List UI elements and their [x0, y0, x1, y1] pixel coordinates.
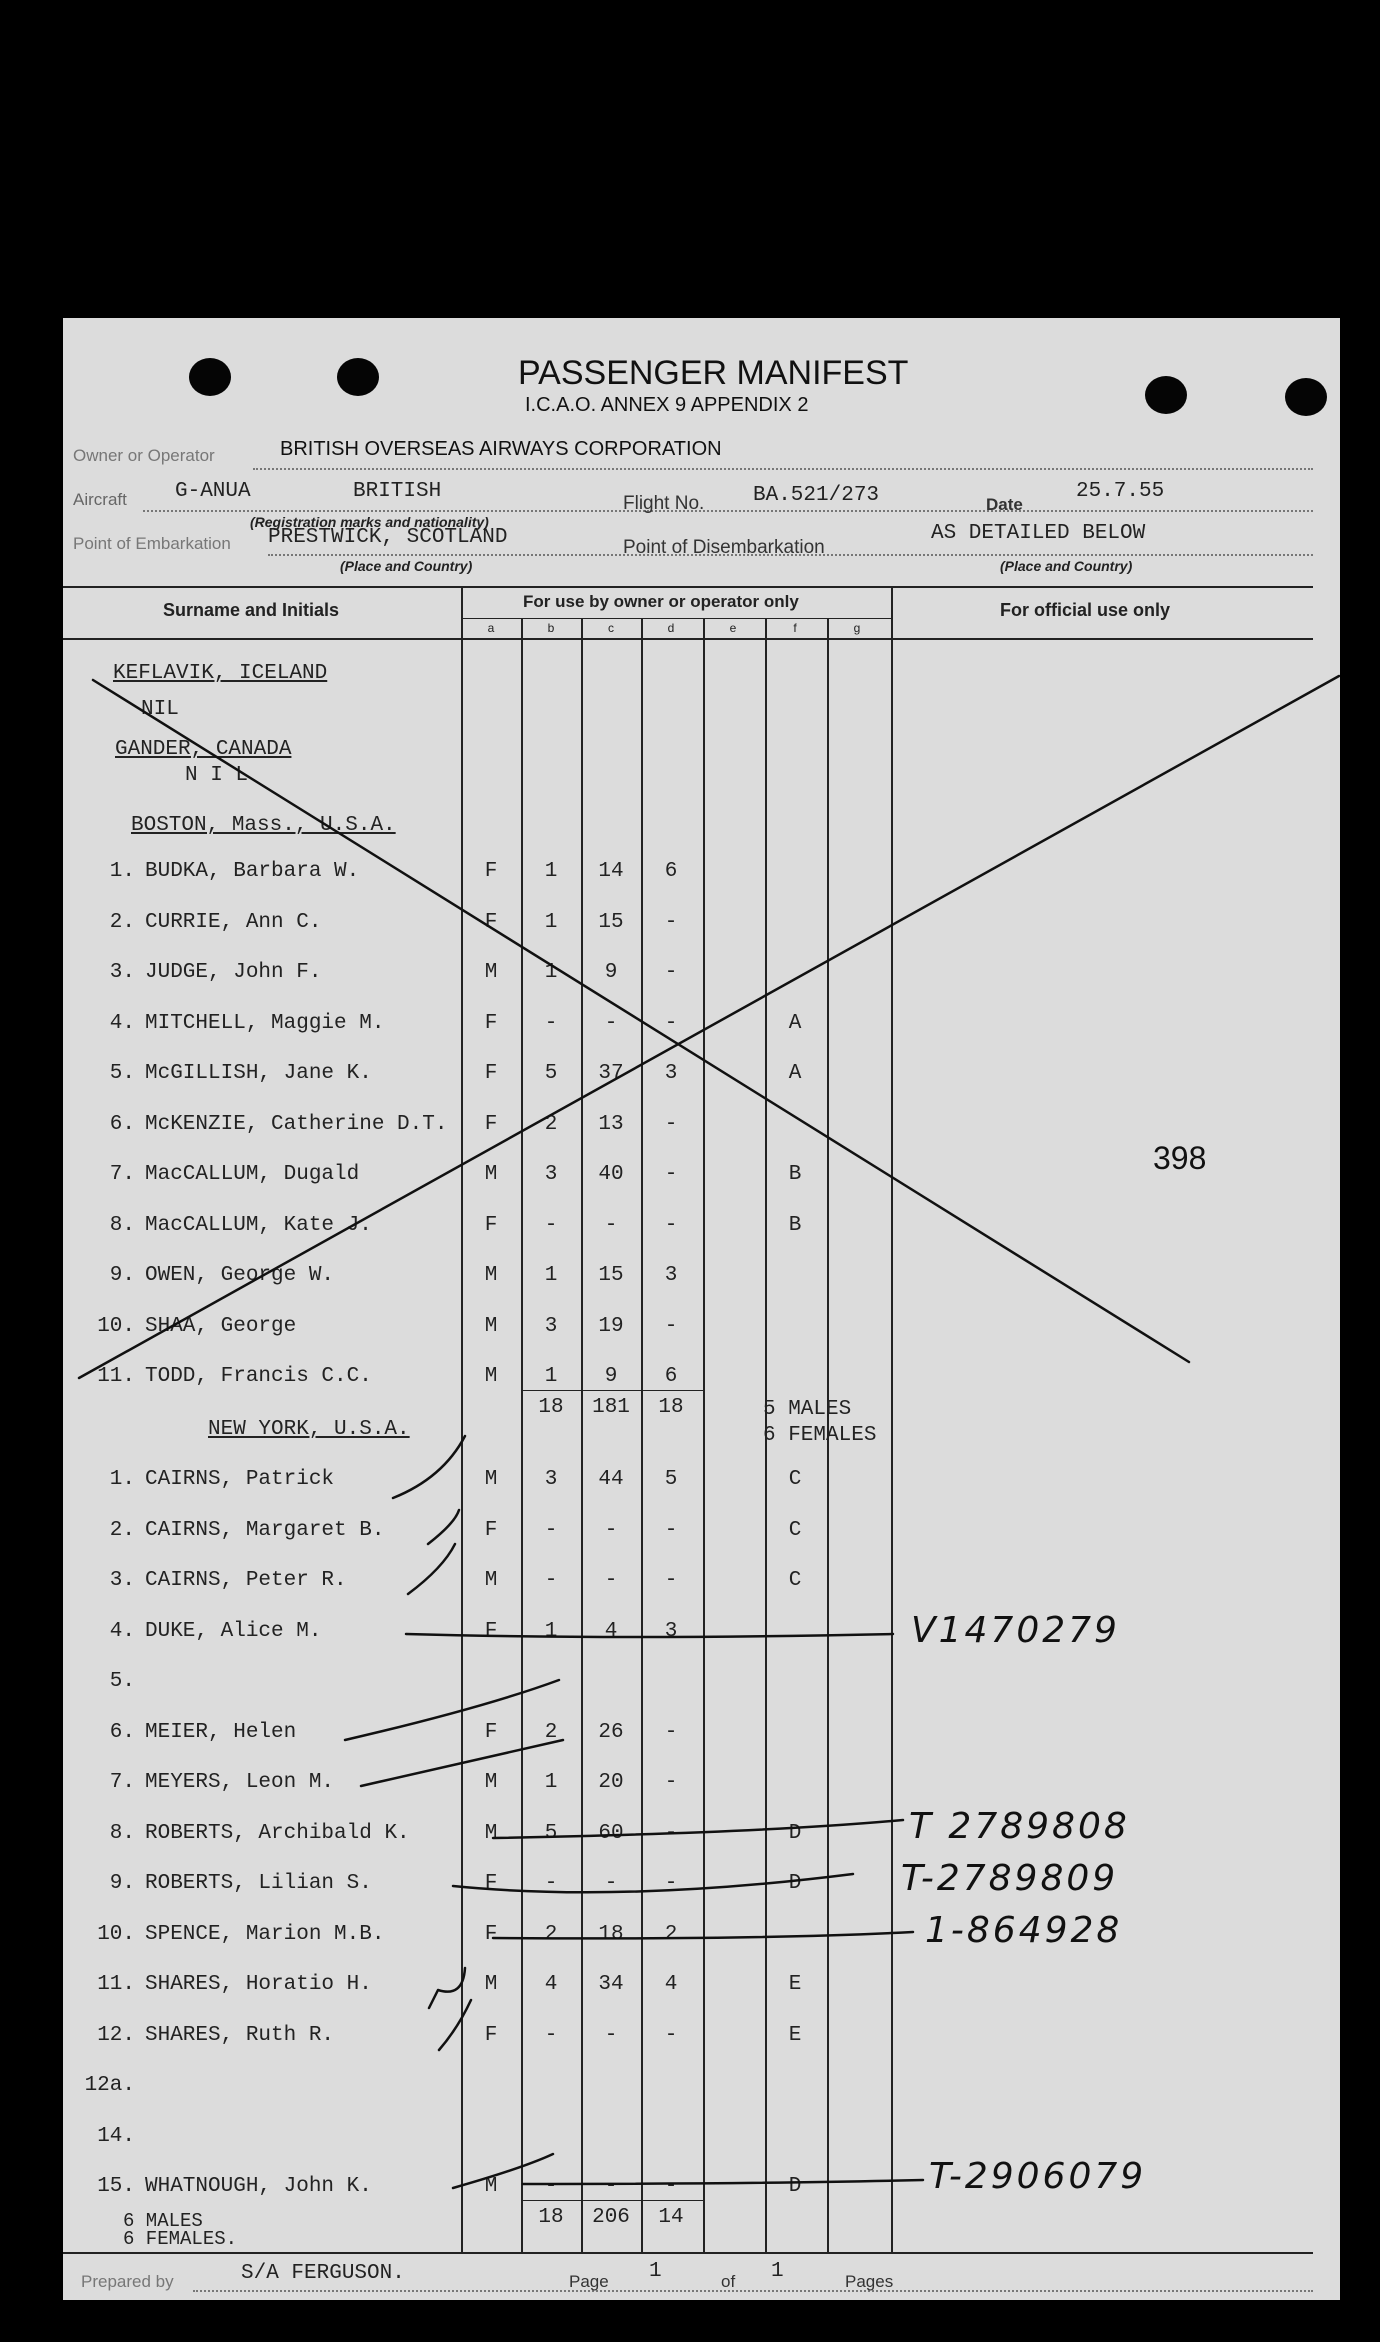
- cell-sex: F: [484, 910, 498, 934]
- embarkation-label: Point of Embarkation: [73, 534, 231, 553]
- aircraft-nationality: BRITISH: [353, 480, 442, 503]
- row-number: 3.: [109, 1569, 135, 1592]
- page-value: 1: [649, 2260, 662, 2283]
- cell-d: -: [664, 1872, 678, 1895]
- cell-f: C: [788, 1569, 802, 1592]
- cell-c: 18: [598, 1922, 624, 1946]
- passenger-name: MEIER, Helen: [145, 1720, 297, 1744]
- row-number: 4.: [109, 1011, 135, 1035]
- row-number: 4.: [109, 1619, 135, 1643]
- cell-sex: F: [484, 1112, 498, 1136]
- row-number: 2.: [109, 910, 135, 934]
- ny-total-d: 14: [658, 2206, 684, 2229]
- cell-b: -: [544, 2175, 558, 2198]
- section-newyork: NEW YORK, U.S.A.: [208, 1418, 410, 1441]
- ny-total-females: 6 FEMALES.: [123, 2228, 238, 2250]
- cell-d: 4: [664, 1973, 678, 1996]
- row-number: 10.: [97, 1314, 135, 1338]
- row-number: 10.: [97, 1922, 135, 1946]
- cell-sex: F: [484, 1720, 498, 1744]
- passenger-name: ROBERTS, Lilian S.: [145, 1872, 372, 1895]
- cell-b: 1: [544, 961, 558, 984]
- strike-line: [406, 1634, 893, 1637]
- row-number: 9.: [109, 1264, 135, 1287]
- total-males: 5 MALES: [763, 1398, 852, 1421]
- cell-c: 26: [598, 1720, 624, 1744]
- cell-b: 1: [544, 910, 558, 934]
- passenger-name: JUDGE, John F.: [145, 961, 322, 984]
- cell-f: A: [788, 1011, 802, 1035]
- passenger-name: TODD, Francis C.C.: [145, 1365, 372, 1388]
- passenger-name: ROBERTS, Archibald K.: [145, 1821, 410, 1845]
- strike-line: [361, 1740, 563, 1786]
- cell-d: -: [664, 961, 678, 984]
- passenger-name: SPENCE, Marion M.B.: [145, 1922, 385, 1946]
- passenger-name: MEYERS, Leon M.: [145, 1771, 335, 1794]
- row-number: 3.: [109, 961, 135, 984]
- prepared-label: Prepared by: [81, 2272, 174, 2291]
- cell-d: -: [664, 1771, 678, 1794]
- cell-f: D: [788, 1821, 802, 1845]
- row-number: 5.: [109, 1670, 135, 1693]
- cell-d: 3: [664, 1619, 678, 1643]
- cell-c: 40: [598, 1163, 624, 1186]
- cell-f: E: [788, 1973, 802, 1996]
- ny-total-c: 206: [592, 2206, 630, 2229]
- row-number: 14.: [97, 2124, 135, 2148]
- cell-c: 15: [598, 910, 624, 934]
- cell-sex: M: [484, 1973, 498, 1996]
- date-label: Date: [986, 495, 1023, 514]
- strike-line: [493, 1820, 903, 1838]
- cell-f: C: [788, 1518, 802, 1542]
- passenger-name: SHARES, Ruth R.: [145, 2023, 335, 2047]
- cell-c: 37: [598, 1062, 624, 1085]
- cell-sex: F: [484, 1872, 498, 1895]
- cell-c: 13: [598, 1112, 624, 1136]
- page-title: PASSENGER MANIFEST: [518, 354, 909, 392]
- cell-d: 2: [664, 1922, 678, 1946]
- cell-d: 6: [664, 1365, 678, 1388]
- row-number: 15.: [97, 2175, 135, 2198]
- cell-c: -: [604, 1011, 618, 1035]
- passenger-name: CAIRNS, Peter R.: [145, 1569, 347, 1592]
- tick-mark: [408, 1544, 455, 1594]
- cell-d: -: [664, 1314, 678, 1338]
- pages-label: Pages: [845, 2272, 894, 2291]
- row-number: 7.: [109, 1163, 135, 1186]
- row-number: 9.: [109, 1872, 135, 1895]
- cell-b: 2: [544, 1922, 558, 1946]
- strike-line: [453, 1874, 853, 1892]
- col-header-g: g: [853, 621, 861, 635]
- cell-sex: F: [484, 860, 498, 883]
- cell-b: 4: [544, 1973, 558, 1996]
- row-number: 11.: [97, 1973, 135, 1996]
- cell-c: -: [604, 2023, 618, 2047]
- cell-c: -: [604, 1518, 618, 1542]
- col-header-f: f: [793, 621, 797, 635]
- cell-d: -: [664, 2175, 678, 2198]
- cell-sex: M: [484, 961, 498, 984]
- cell-b: -: [544, 2023, 558, 2047]
- cell-b: 1: [544, 1771, 558, 1794]
- cell-sex: F: [484, 1619, 498, 1643]
- cell-sex: F: [484, 1011, 498, 1035]
- col-header-b: b: [547, 621, 555, 635]
- embarkation-value: PRESTWICK, SCOTLAND: [268, 526, 508, 549]
- cell-b: 1: [544, 1365, 558, 1388]
- cell-b: 1: [544, 1619, 558, 1643]
- cell-b: 1: [544, 1264, 558, 1287]
- cell-sex: F: [484, 2023, 498, 2047]
- handwritten-note-whatnough: T-2906079: [929, 2156, 1147, 2197]
- cell-sex: M: [484, 1468, 498, 1491]
- passenger-name: CAIRNS, Margaret B.: [145, 1518, 385, 1542]
- cell-sex: F: [484, 1922, 498, 1946]
- page-label: Page: [569, 2272, 609, 2291]
- passenger-name: MITCHELL, Maggie M.: [145, 1011, 385, 1035]
- date-value: 25.7.55: [1076, 480, 1165, 503]
- row-number: 6.: [109, 1112, 135, 1136]
- tick-mark: [439, 2000, 471, 2050]
- cell-d: 6: [664, 860, 678, 883]
- section-keflavik-nil: NIL: [141, 698, 179, 721]
- section-gander: GANDER, CANADA: [115, 738, 292, 761]
- cell-b: 3: [544, 1468, 558, 1491]
- disembarkation-note: (Place and Country): [1000, 558, 1133, 574]
- cell-b: -: [544, 1213, 558, 1237]
- cell-c: 20: [598, 1771, 624, 1794]
- cell-sex: M: [484, 1314, 498, 1338]
- cell-d: -: [664, 1720, 678, 1744]
- passenger-name: WHATNOUGH, John K.: [145, 2175, 372, 2198]
- flight-label: Flight No.: [623, 493, 705, 514]
- row-number: 1.: [109, 860, 135, 883]
- owner-label: Owner or Operator: [73, 446, 215, 465]
- cell-c: 9: [604, 1365, 618, 1388]
- tick-mark: [393, 1436, 465, 1498]
- passenger-name: McGILLISH, Jane K.: [145, 1062, 372, 1085]
- cell-sex: M: [484, 2175, 498, 2198]
- cell-c: 4: [604, 1619, 618, 1643]
- cell-d: -: [664, 1821, 678, 1845]
- cell-d: -: [664, 1569, 678, 1592]
- cell-f: D: [788, 1872, 802, 1895]
- cell-sex: M: [484, 1569, 498, 1592]
- cell-b: 3: [544, 1163, 558, 1186]
- strike-cross-line: [79, 676, 1339, 1378]
- section-keflavik: KEFLAVIK, ICELAND: [113, 662, 328, 685]
- owner-use-header: For use by owner or operator only: [523, 592, 799, 611]
- col-header-c: c: [608, 621, 614, 635]
- ny-total-males: 6 MALES: [123, 2210, 203, 2232]
- tick-mark: [428, 1510, 459, 1544]
- cell-d: -: [664, 1518, 678, 1542]
- cell-c: 14: [598, 860, 624, 883]
- cell-f: B: [788, 1163, 802, 1186]
- cell-b: 1: [544, 860, 558, 883]
- cell-sex: M: [484, 1163, 498, 1186]
- cell-c: -: [604, 1872, 618, 1895]
- col-header-d: d: [667, 621, 675, 635]
- cell-d: -: [664, 1213, 678, 1237]
- tick-mark: [429, 1968, 465, 2008]
- cell-b: 5: [544, 1821, 558, 1845]
- passenger-name: CAIRNS, Patrick: [145, 1468, 335, 1491]
- cell-b: -: [544, 1569, 558, 1592]
- total-b: 18: [538, 1396, 564, 1419]
- total-c: 181: [592, 1396, 630, 1419]
- row-number: 5.: [109, 1062, 135, 1085]
- strike-line: [345, 1680, 559, 1740]
- surname-header: Surname and Initials: [163, 600, 340, 620]
- cell-b: 3: [544, 1314, 558, 1338]
- cell-sex: F: [484, 1213, 498, 1237]
- strike-line: [493, 1932, 913, 1938]
- passenger-name: CURRIE, Ann C.: [145, 910, 322, 934]
- cell-f: A: [788, 1062, 802, 1085]
- handwritten-note-roberts-a: T 2789808: [909, 1806, 1130, 1847]
- row-number: 11.: [97, 1365, 135, 1388]
- cell-f: C: [788, 1468, 802, 1491]
- cell-c: 34: [598, 1973, 624, 1996]
- registration-note: (Registration marks and nationality): [250, 514, 489, 530]
- cell-sex: M: [484, 1771, 498, 1794]
- section-boston: BOSTON, Mass., U.S.A.: [131, 814, 396, 837]
- cell-d: -: [664, 1163, 678, 1186]
- cell-d: -: [664, 2023, 678, 2047]
- strike-line: [523, 2180, 923, 2184]
- cell-c: 9: [604, 961, 618, 984]
- cell-c: -: [604, 2175, 618, 2198]
- handwritten-note-duke: V1470279: [911, 1610, 1120, 1651]
- row-number: 7.: [109, 1771, 135, 1794]
- passenger-name: MacCALLUM, Kate J.: [145, 1213, 372, 1237]
- cell-b: 2: [544, 1720, 558, 1744]
- row-number: 2.: [109, 1518, 135, 1542]
- passenger-name: BUDKA, Barbara W.: [145, 860, 360, 883]
- cell-f: B: [788, 1213, 802, 1237]
- cell-d: -: [664, 1011, 678, 1035]
- official-use-header: For official use only: [1000, 600, 1171, 620]
- cell-b: 5: [544, 1062, 558, 1085]
- flight-number: BA.521/273: [753, 484, 880, 507]
- strike-cross-line: [93, 680, 1189, 1362]
- cell-sex: F: [484, 1518, 498, 1542]
- cell-d: 3: [664, 1264, 678, 1287]
- handwritten-note-roberts-l: T-2789809: [901, 1858, 1119, 1899]
- row-number: 6.: [109, 1720, 135, 1744]
- cell-sex: M: [484, 1264, 498, 1287]
- page-subtitle: I.C.A.O. ANNEX 9 APPENDIX 2: [525, 394, 809, 416]
- cell-c: 15: [598, 1264, 624, 1287]
- cell-b: -: [544, 1872, 558, 1895]
- prepared-value: S/A FERGUSON.: [241, 2262, 405, 2285]
- of-label: of: [721, 2272, 736, 2291]
- cell-d: -: [664, 1112, 678, 1136]
- row-number: 12a.: [84, 2074, 135, 2097]
- passenger-name: DUKE, Alice M.: [145, 1619, 322, 1643]
- row-number: 1.: [109, 1468, 135, 1491]
- cell-f: D: [788, 2175, 802, 2198]
- cell-d: 5: [664, 1468, 678, 1491]
- passenger-name: OWEN, George W.: [145, 1264, 335, 1287]
- disembarkation-label: Point of Disembarkation: [623, 537, 825, 558]
- aircraft-label: Aircraft: [73, 490, 127, 509]
- total-females: 6 FEMALES: [763, 1424, 877, 1447]
- embarkation-note: (Place and Country): [340, 558, 473, 574]
- aircraft-registration: G-ANUA: [175, 480, 251, 503]
- row-number: 8.: [109, 1821, 135, 1845]
- section-gander-nil: N I L: [185, 764, 249, 787]
- manifest-document: [63, 318, 1340, 2300]
- cell-sex: M: [484, 1821, 498, 1845]
- official-stamp-number: 398: [1153, 1140, 1207, 1176]
- passenger-name: McKENZIE, Catherine D.T.: [145, 1112, 448, 1136]
- col-header-a: a: [487, 621, 495, 635]
- cell-d: 3: [664, 1062, 678, 1085]
- row-number: 8.: [109, 1213, 135, 1237]
- cell-c: 44: [598, 1468, 624, 1491]
- cell-d: -: [664, 910, 678, 934]
- of-value: 1: [771, 2260, 784, 2283]
- cell-c: -: [604, 1213, 618, 1237]
- cell-c: 60: [598, 1821, 624, 1845]
- handwritten-note-spence: 1-864928: [925, 1910, 1123, 1951]
- pen-markings: [63, 318, 1340, 2300]
- total-d: 18: [658, 1396, 684, 1419]
- cell-b: -: [544, 1518, 558, 1542]
- cell-b: 2: [544, 1112, 558, 1136]
- cell-sex: M: [484, 1365, 498, 1388]
- cell-f: E: [788, 2023, 802, 2047]
- col-header-e: e: [729, 621, 737, 635]
- passenger-name: MacCALLUM, Dugald: [145, 1163, 360, 1186]
- cell-sex: F: [484, 1062, 498, 1085]
- cell-c: 19: [598, 1314, 624, 1338]
- ny-total-b: 18: [538, 2206, 564, 2229]
- passenger-name: SHARES, Horatio H.: [145, 1973, 372, 1996]
- disembarkation-value: AS DETAILED BELOW: [931, 522, 1146, 545]
- cell-b: -: [544, 1011, 558, 1035]
- owner-value: BRITISH OVERSEAS AIRWAYS CORPORATION: [280, 438, 722, 460]
- passenger-name: SHAA, George: [145, 1314, 297, 1338]
- row-number: 12.: [97, 2023, 135, 2047]
- cell-c: -: [604, 1569, 618, 1592]
